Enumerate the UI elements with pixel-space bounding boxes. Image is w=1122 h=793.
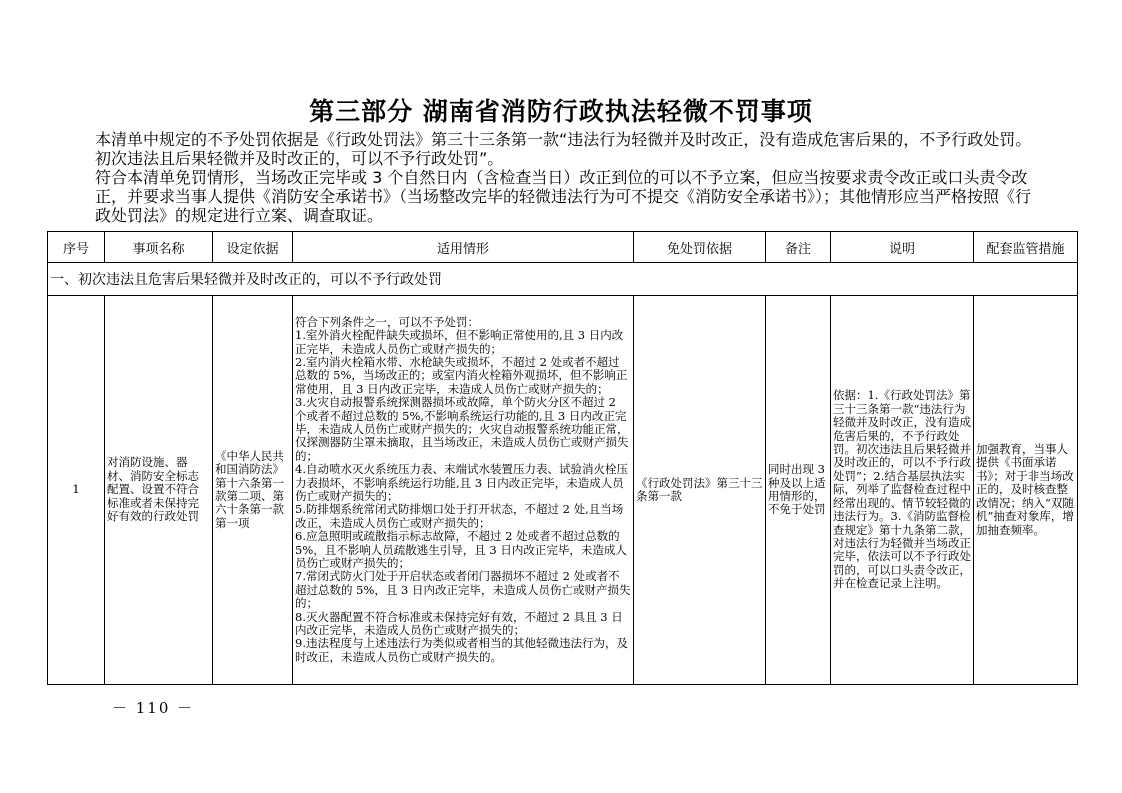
header-exemption-basis: 免处罚依据 [634, 232, 766, 263]
condition-line: 2.室内消火栓箱水带、水枪缺失或损坏，不超过 2 处或者不超过总数的 5%，当场改正的；或室内消火栓箱外观损坏，但不影响正常使用，且 3 日内改正完毕，未造成人员伤亡或财产损失的； [295, 354, 628, 396]
section-row [48, 263, 1078, 296]
section-title: 一、初次违法且危害后果轻微并及时改正的，可以不予行政处罚 [48, 263, 1078, 296]
header-basis: 设定依据 [213, 232, 293, 263]
header-supervision: 配套监管措施 [974, 232, 1078, 263]
condition-line: 符合下列条件之一，可以不予处罚： [295, 314, 479, 329]
table-row [48, 296, 1078, 685]
penalty-exemption-table [47, 231, 1078, 685]
intro-paragraph-2: 符合本清单免罚情形，当场改正完毕或 3 个自然日内（含检查当日）改正到位的可以不予立案，但应当按要求责令改正或口头责令改正，并要求当事人提供《消防安全承诺书》（当场整改完毕的轻微违法行为可不提交《消防安全承诺书》）；其他情形应当严格按照《行政处罚法》的规定进行立案、调查取证。 [95, 168, 1032, 225]
condition-line: 4.自动喷水灭火系统压力表、末端试水装置压力表、试验消火栓压力表损坏，不影响系统运行功能,且 3 日内改正完毕，未造成人员伤亡或财产损失的； [295, 462, 628, 503]
cell-conditions [293, 296, 634, 685]
condition-line: 3.火灾自动报警系统探测器损坏或故障，单个防火分区不超过 2 个或者不超过总数的 5%,不影响系统运行功能的,且 3 日内改正完毕，未造成人员伤亡或财产损失的；火灾自动报警系统功能正常，仅探测器防尘罩未摘取，且当场改正，未造成人员伤亡或财产损失的； [295, 395, 629, 463]
header-conditions: 适用情形 [293, 232, 634, 263]
page-number: － 110 － [112, 699, 195, 717]
condition-line: 7.常闭式防火门处于开启状态或者闭门器损坏不超过 2 处或者不超过总数的 5%，且 3 日内改正完毕，未造成人员伤亡或财产损失的； [295, 569, 631, 611]
condition-line: 9.违法程度与上述违法行为类似或者相当的其他轻微违法行为，及时改正，未造成人员伤亡或财产损失的。 [295, 636, 628, 664]
header-remark: 备注 [766, 232, 831, 263]
cell-supervision: 加强教育，当事人提供《书面承诺书》；对于非当场改正的，及时核查整改情况；纳入“双随机”抽查对象库，增加抽查频率。 [974, 296, 1078, 685]
cell-item-name: 对消防设施、器材、消防安全标志配置、设置不符合标准或者未保持完好有效的行政处罚 [105, 296, 213, 685]
intro-paragraph-1: 本清单中规定的不予处罚依据是《行政处罚法》第三十三条第一款“违法行为轻微并及时改正，没有造成危害后果的，不予行政处罚。初次违法且后果轻微并及时改正的，可以不予行政处罚”。 [95, 130, 1032, 168]
cell-exemption-basis: 《行政处罚法》第三十三条第一款 [634, 296, 766, 685]
page-title: 第三部分 湖南省消防行政执法轻微不罚事项 [309, 97, 813, 126]
table-header-row [48, 232, 1078, 263]
cell-basis: 《中华人民共和国消防法》第十六条第一款第二项、第六十条第一款第一项 [213, 296, 293, 685]
cell-number: 1 [48, 296, 105, 685]
condition-line: 5.防排烟系统常闭式防排烟口处于打开状态，不超过 2 处,且当场改正，未造成人员伤亡或财产损失的； [295, 502, 624, 530]
condition-line: 8.灭火器配置不符合标准或未保持完好有效，不超过 2 具且 3 日内改正完毕，未造成人员伤亡或财产损失的； [295, 609, 623, 638]
header-number: 序号 [48, 232, 105, 263]
intro-text [95, 130, 1045, 225]
header-item-name: 事项名称 [105, 232, 213, 263]
header-explanation: 说明 [831, 232, 974, 263]
condition-line: 1.室外消火栓配件缺失或损坏，但不影响正常使用的,且 3 日内改正完毕，未造成人员伤亡或财产损失的； [295, 328, 624, 356]
condition-line: 6.应急照明或疏散指示标志故障，不超过 2 处或者不超过总数的 5%，且不影响人员疏散逃生引导，且 3 日内改正完毕，未造成人员伤亡或财产损失的； [295, 529, 627, 571]
cell-explanation: 依据：1.《行政处罚法》第三十三条第一款“违法行为轻微并及时改正，没有造成危害后果的，不予行政处罚。初次违法且后果轻微并及时改正的，可以不予行政处罚”；2.结合基层执法实际，列举了监督检查过程中经常出现的、情节较轻微的违法行为。3.《消防监督检查规定》第十九条第二款，对违法行为轻微并当场改正完毕，依法可以不予行政处罚的，可以口头责令改正，并在检查记录上注明。 [831, 296, 974, 685]
cell-remark: 同时出现 3 种及以上适用情形的，不免于处罚 [766, 296, 831, 685]
